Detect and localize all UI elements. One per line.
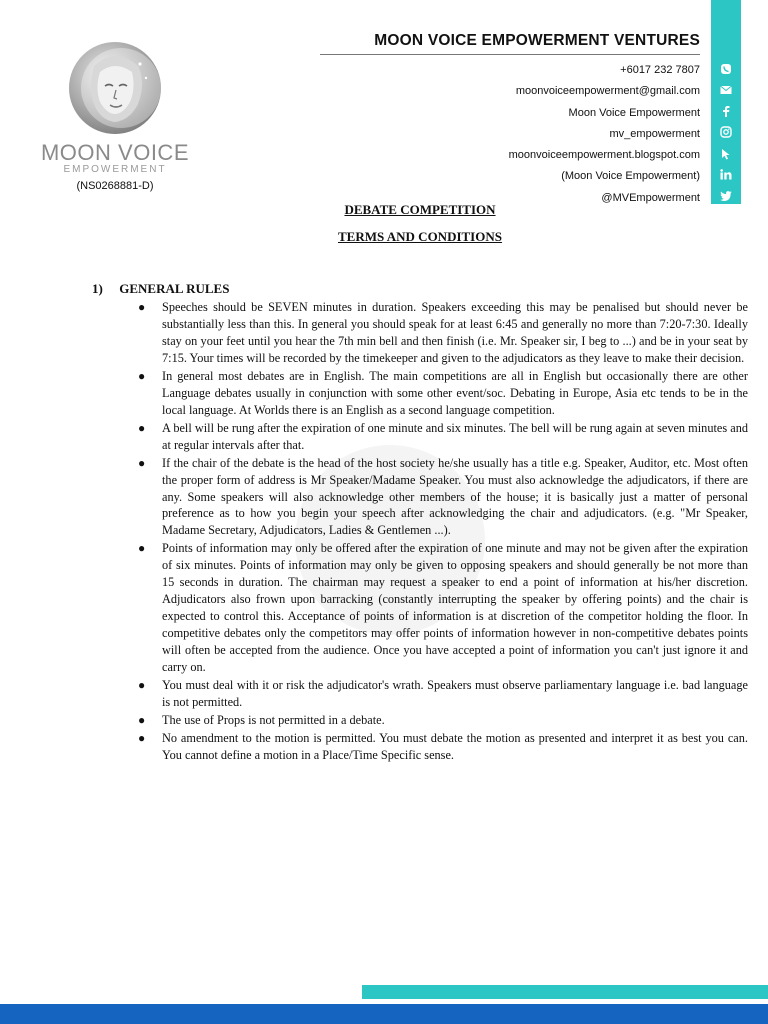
contact-website[interactable]: moonvoiceempowerment.blogspot.com <box>508 149 700 162</box>
instagram-icon <box>711 121 741 142</box>
contact-phone: +6017 232 7807 <box>620 64 700 76</box>
list-item <box>118 455 748 540</box>
contact-instagram[interactable]: mv_empowerment <box>609 127 700 140</box>
rules-list <box>118 299 748 765</box>
rule-text: A bell will be rung after the expiration of one minute and six minutes. The bell will be rung again at seven minutes and at regular intervals after that. <box>162 420 748 452</box>
moon-face-logo-icon <box>60 38 170 138</box>
contact-icon-bar <box>711 0 741 204</box>
document-title: DEBATE COMPETITION <box>344 202 496 217</box>
bullet-icon: ● <box>138 455 146 470</box>
list-item <box>118 368 748 419</box>
list-item <box>118 712 748 729</box>
section-number: 1) <box>92 281 103 296</box>
linkedin-icon <box>711 164 741 185</box>
contact-linkedin[interactable]: (Moon Voice Empowerment) <box>561 170 700 183</box>
section-title: GENERAL RULES <box>119 281 230 296</box>
document-subtitle: TERMS AND CONDITIONS <box>338 229 502 244</box>
bullet-icon: ● <box>138 368 146 383</box>
registration-number: (NS0268881-D) <box>76 180 154 192</box>
footer-accent-bar <box>362 985 768 999</box>
logo-subtitle: EMPOWERMENT <box>63 164 167 175</box>
bullet-icon: ● <box>138 541 146 556</box>
contact-list <box>509 60 700 209</box>
list-item <box>118 420 748 454</box>
letterhead <box>0 0 768 210</box>
contact-email[interactable]: moonvoiceempowerment@gmail.com <box>515 85 700 98</box>
bullet-icon: ● <box>138 677 146 692</box>
rule-text: Speeches should be SEVEN minutes in duration. Speakers exceeding this may be penalised but should never be substantially less than this. In general you should speak for at least 6:45 and generally no more than 7:20-7:30. Ideally stay on your feet until you hear the 7th min bell and then finish (i.e. Mr. Speaker sir, I beg to ...) and be in your seat by 7:15. Your times will be recorded by the timekeeper and given to the adjudicators as they leave to make their decision. <box>162 300 748 365</box>
bullet-icon: ● <box>138 420 146 435</box>
logo-name: MOON VOICE <box>40 140 189 165</box>
contact-facebook[interactable]: Moon Voice Empowerment <box>568 106 700 119</box>
phone-icon <box>711 58 741 79</box>
bullet-icon: ● <box>138 712 146 727</box>
rule-text: Points of information may only be offered after the expiration of one minute and may not be given after the expiration of six minutes. Points of information may only be given to opposing speakers and should generally be not more than 15 seconds in duration. The chairman may request a speaker to end a point of information at his/her discretion. Adjudicators also frown upon barracking (constantly interrupting the speaker by offering points) and the chair is expected to control this. Acceptance of points of information is at discretion of the competitor holding the floor. In competitive debates only the competitors may offer points of information however in non-competitive debates points will often be accepted from the audience. Once you have accepted a point of information you can't just ignore it and carry on. <box>162 541 748 674</box>
rule-text: If the chair of the debate is the head of the host society he/she usually has a title e.g. Speaker, Auditor, etc. Most often the proper form of address is Mr Speaker/Madame Speaker. You must also acknowledge the adjudicators, if there are any. Some speakers will also acknowledge other members of the house; it is basically just a matter of personal preference as to how you begin your speech after acknowledging the chair and adjudicators. (e.g. "Mr Speaker, Madame Secretary, Adjudicators, Ladies & Gentlemen ...). <box>162 455 748 538</box>
cursor-icon <box>711 143 741 164</box>
company-logo <box>30 38 200 194</box>
footer-bar <box>0 1004 768 1024</box>
rule-text: In general most debates are in English. The main competitions are all in English but occasionally there are other Language debates usually in conjunction with some other event/soc. Debating in Europe, Asia etc tends to be in the local language. At Worlds there is an English as a second language competition. <box>162 368 748 417</box>
bullet-icon: ● <box>138 300 146 314</box>
rule-text: No amendment to the motion is permitted. You must debate the motion as presented and interpret it as best you can. You cannot define a motion in a Place/Time Specific sense. <box>162 730 748 762</box>
company-name: MOON VOICE EMPOWERMENT VENTURES <box>374 32 700 49</box>
rule-text: The use of Props is not permitted in a debate. <box>162 712 385 727</box>
list-item <box>118 677 748 711</box>
list-item <box>118 540 748 675</box>
list-item <box>118 299 748 367</box>
bullet-icon: ● <box>138 730 146 745</box>
title-divider <box>320 54 700 55</box>
email-icon <box>711 79 741 100</box>
section-heading <box>92 281 229 297</box>
list-item <box>118 730 748 764</box>
contact-twitter[interactable]: @MVEmpowerment <box>601 191 700 204</box>
facebook-icon <box>711 100 741 121</box>
rule-text: You must deal with it or risk the adjudicator's wrath. Speakers must observe parliamentary language i.e. bad language is not permitted. <box>162 677 748 709</box>
